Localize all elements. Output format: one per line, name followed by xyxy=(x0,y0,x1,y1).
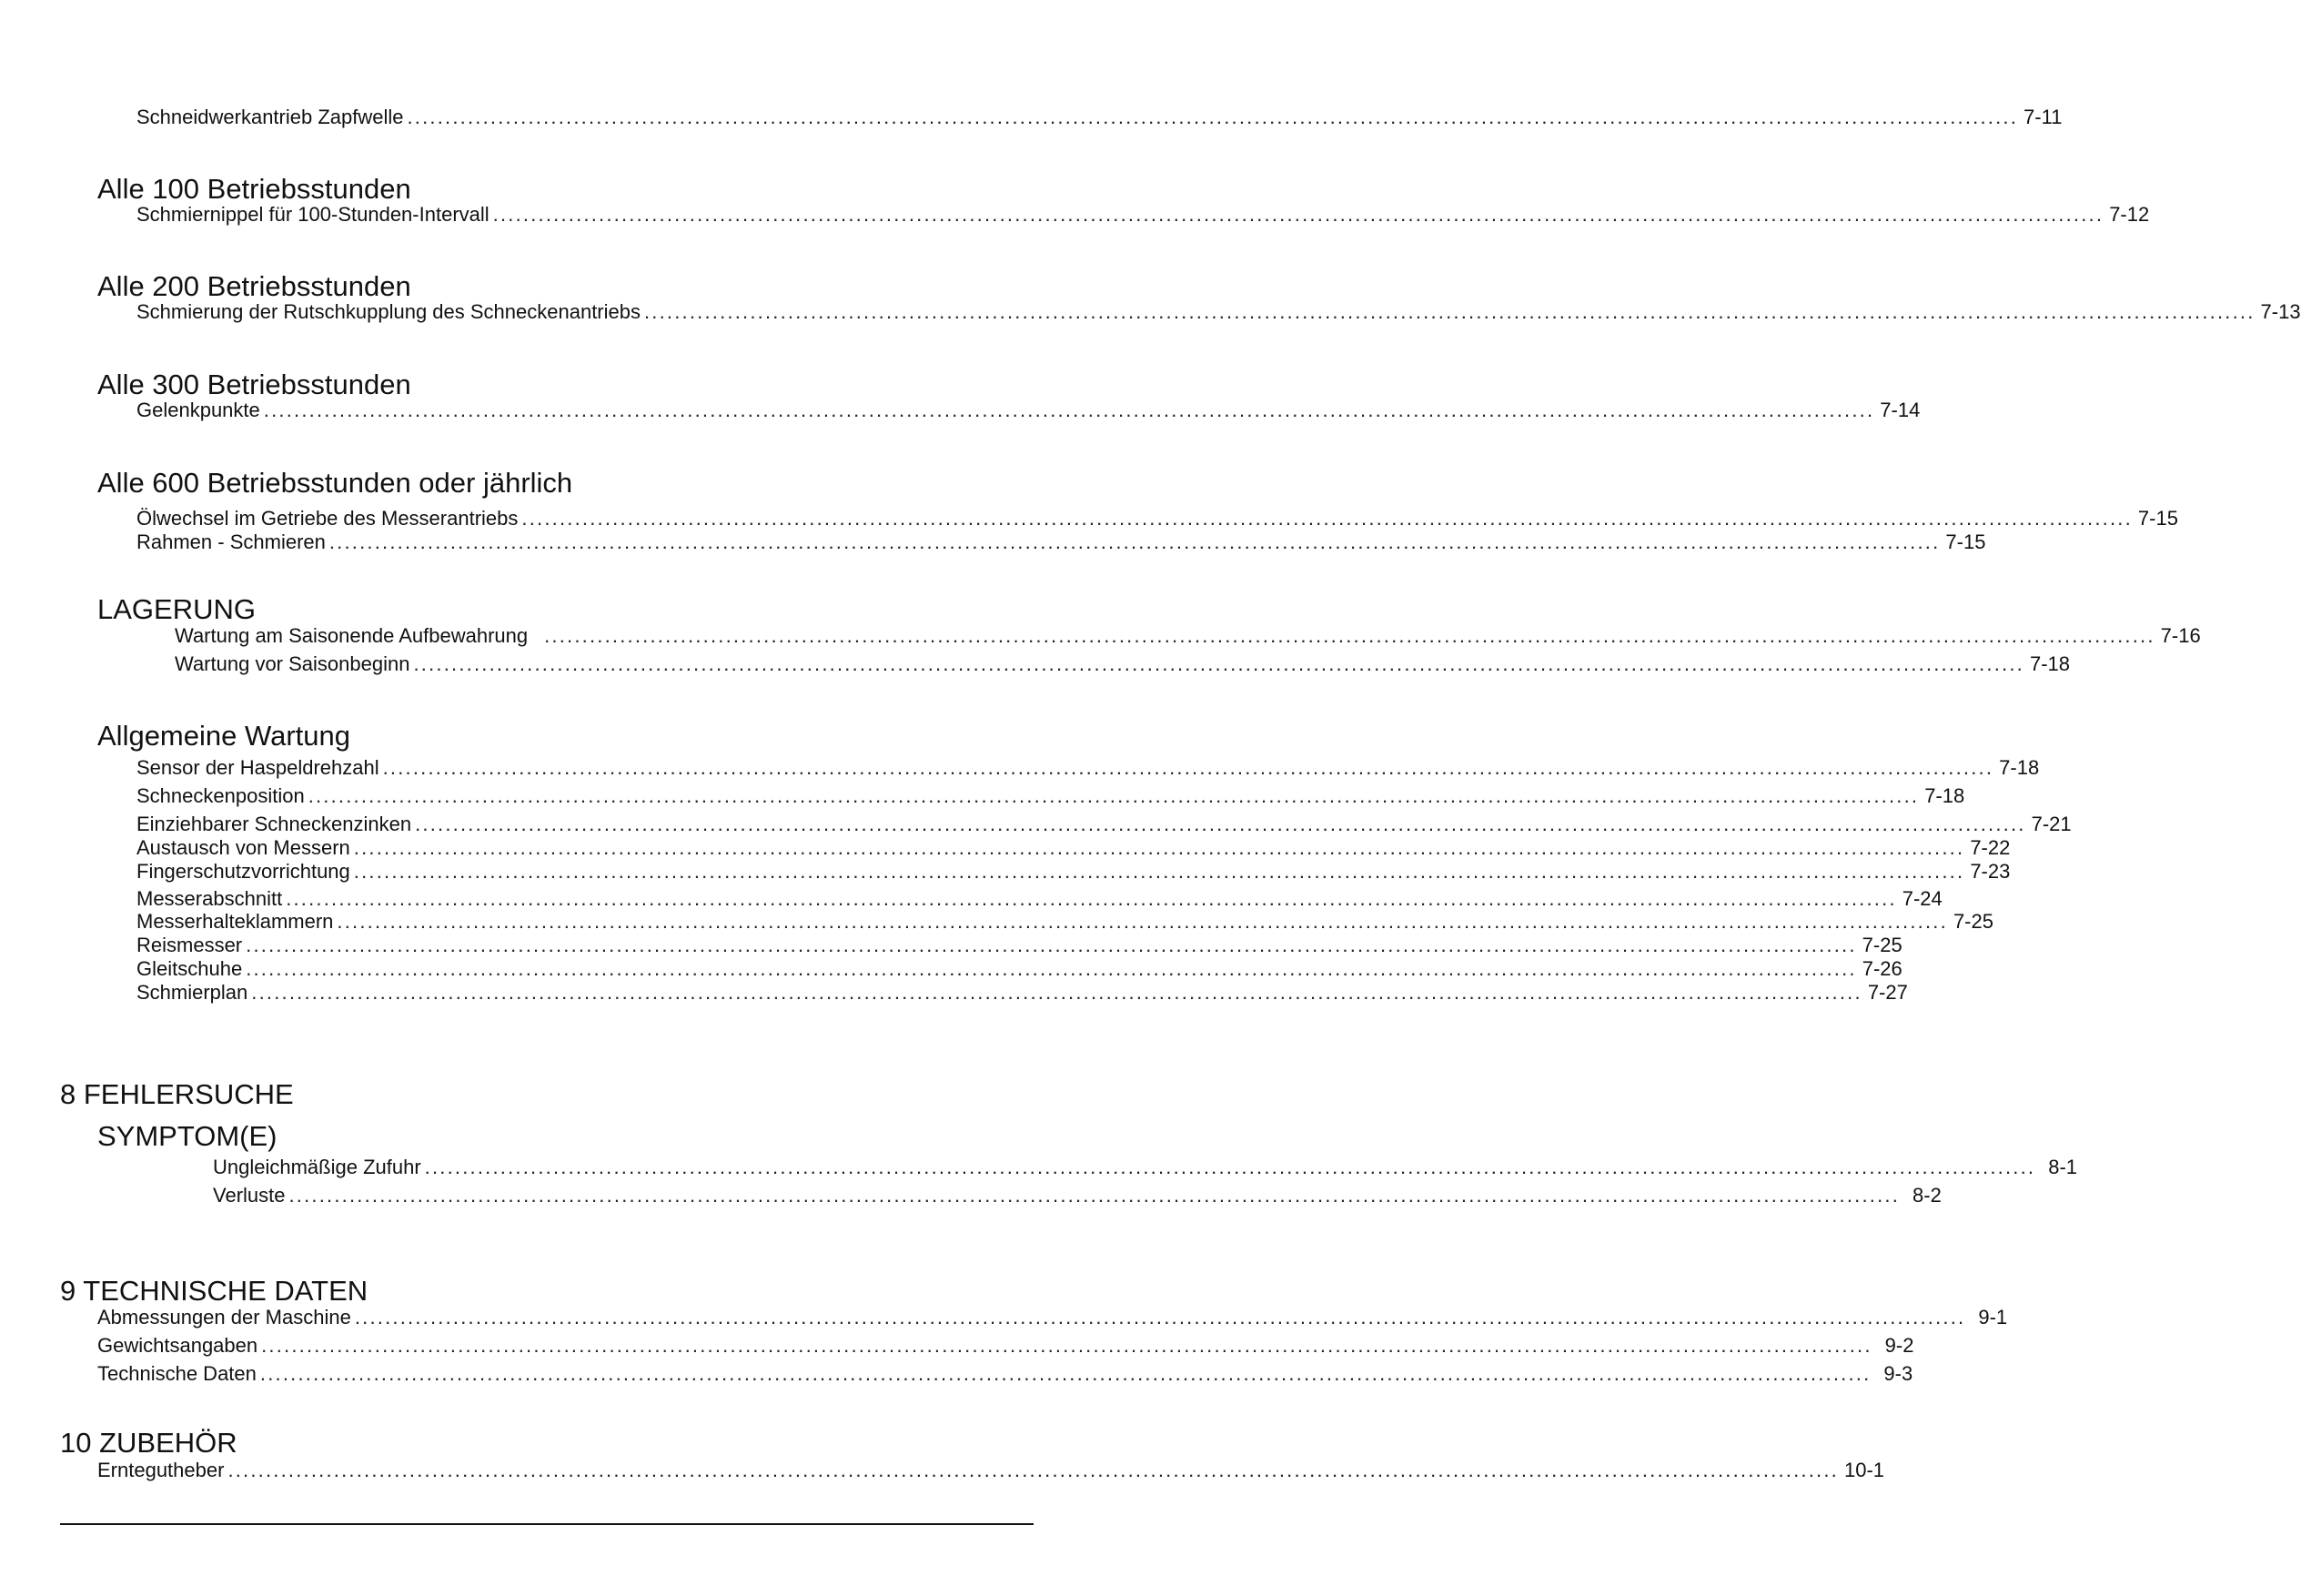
dot-leader: ..................................................................................................................................................................................................................... xyxy=(354,1306,1966,1328)
toc-entry-title: Abmessungen der Maschine xyxy=(97,1306,351,1328)
toc-entry-page: 9-2 xyxy=(1884,1334,1914,1357)
toc-entry-page: 9-1 xyxy=(1978,1306,2008,1328)
chapter-heading: 9 TECHNISCHE DATEN xyxy=(60,1275,368,1307)
dot-leader: ..................................................................................................................................................................................................................... xyxy=(492,203,2104,226)
toc-entry[interactable] xyxy=(213,1184,1942,1207)
dot-leader: ..................................................................................................................................................................................................................... xyxy=(246,934,1857,956)
toc-entry[interactable] xyxy=(136,399,1921,421)
dot-leader: ..................................................................................................................................................................................................................... xyxy=(413,652,2024,675)
toc-entry[interactable] xyxy=(136,910,1993,933)
toc-entry-page: 7-15 xyxy=(2137,507,2178,530)
toc-entry-title: Ölwechsel im Getriebe des Messerantriebs xyxy=(136,507,519,530)
toc-entry-title: Messerhalteklammern xyxy=(136,910,334,933)
toc-entry-page: 7-15 xyxy=(1945,530,1986,553)
toc-entry[interactable] xyxy=(136,836,2011,859)
toc-entry-title: Reismesser xyxy=(136,934,243,956)
chapter-heading: 10 ZUBEHÖR xyxy=(60,1427,237,1459)
toc-entry-page: 7-18 xyxy=(2029,652,2071,675)
section-heading: LAGERUNG xyxy=(97,593,256,625)
toc-entry[interactable] xyxy=(136,934,1902,956)
dot-leader: ..................................................................................................................................................................................................................... xyxy=(286,887,1897,910)
toc-entry-title: Fingerschutzvorrichtung xyxy=(136,860,350,883)
toc-entry[interactable] xyxy=(97,1362,1913,1385)
toc-entry-title: Technische Daten xyxy=(97,1362,257,1385)
toc-entry-page: 7-12 xyxy=(2109,203,2150,226)
toc-entry[interactable] xyxy=(175,624,2201,647)
toc-entry-page: 7-24 xyxy=(1902,887,1943,910)
toc-entry-title: Einziehbarer Schneckenzinken xyxy=(136,813,412,835)
chapter-heading: 8 FEHLERSUCHE xyxy=(60,1078,294,1110)
dot-leader: ..................................................................................................................................................................................................................... xyxy=(263,399,1875,421)
toc-entry[interactable] xyxy=(136,507,2178,530)
toc-entry-title: Rahmen - Schmieren xyxy=(136,530,326,553)
dot-leader: ..................................................................................................................................................................................................................... xyxy=(424,1156,2036,1178)
dot-leader: ..................................................................................................................................................................................................................... xyxy=(288,1184,1901,1207)
toc-entry-page: 7-25 xyxy=(1862,934,1902,956)
toc-entry-page: 7-25 xyxy=(1953,910,1993,933)
toc-entry[interactable] xyxy=(136,981,1908,1004)
toc-entry-title: Gleitschuhe xyxy=(136,957,243,980)
dot-leader: ..................................................................................................................................................................................................................... xyxy=(644,300,2256,323)
section-heading: Allgemeine Wartung xyxy=(97,720,350,752)
toc-entry-title: Ungleichmäßige Zufuhr xyxy=(213,1156,421,1178)
dot-leader: ..................................................................................................................................................................................................................... xyxy=(328,530,1941,553)
toc-entry-page: 7-23 xyxy=(1970,860,2011,883)
dot-leader: ..................................................................................................................................................................................................................... xyxy=(246,957,1857,980)
toc-entry-page: 7-21 xyxy=(2031,813,2072,835)
section-heading: SYMPTOM(E) xyxy=(97,1120,278,1152)
toc-entry[interactable] xyxy=(136,756,2040,779)
toc-entry-page: 7-16 xyxy=(2160,624,2201,647)
dot-leader: ..................................................................................................................................................................................................................... xyxy=(259,1362,1872,1385)
toc-entry-page: 7-18 xyxy=(1924,784,1965,807)
toc-entry[interactable] xyxy=(136,887,1943,910)
toc-entry-page: 9-3 xyxy=(1883,1362,1913,1385)
dot-leader: ..................................................................................................................................................................................................................... xyxy=(353,860,1965,883)
toc-entry-title: Wartung am Saisonende Aufbewahrung xyxy=(175,624,529,647)
toc-entry-page: 8-2 xyxy=(1912,1184,1942,1207)
toc-entry[interactable] xyxy=(136,300,2301,323)
dot-leader: ..................................................................................................................................................................................................................... xyxy=(337,910,1948,933)
dot-leader: ..................................................................................................................................................................................................................... xyxy=(407,106,2019,128)
toc-entry[interactable] xyxy=(136,957,1902,980)
toc-entry-page: 8-1 xyxy=(2048,1156,2077,1178)
section-heading: Alle 600 Betriebsstunden oder jährlich xyxy=(97,467,573,499)
toc-entry-page: 7-27 xyxy=(1867,981,1908,1004)
toc-entry-page: 7-18 xyxy=(1999,756,2040,779)
toc-entry[interactable] xyxy=(97,1459,1885,1481)
toc-entry-title: Verluste xyxy=(213,1184,286,1207)
toc-entry[interactable] xyxy=(97,1334,1914,1357)
toc-entry[interactable] xyxy=(213,1156,2077,1178)
toc-entry-page: 10-1 xyxy=(1843,1459,1885,1481)
toc-entry-page: 7-11 xyxy=(2023,106,2063,128)
dot-leader: ..................................................................................................................................................................................................................... xyxy=(544,624,2155,647)
toc-entry[interactable] xyxy=(136,813,2072,835)
dot-leader: ..................................................................................................................................................................................................................... xyxy=(415,813,2026,835)
toc-entry-title: Schmierung der Rutschkupplung des Schneckenantriebs xyxy=(136,300,641,323)
dot-leader: ..................................................................................................................................................................................................................... xyxy=(353,836,1965,859)
toc-entry-title: Schneidwerkantrieb Zapfwelle xyxy=(136,106,404,128)
dot-leader: ..................................................................................................................................................................................................................... xyxy=(251,981,1862,1004)
dot-leader: ..................................................................................................................................................................................................................... xyxy=(227,1459,1839,1481)
section-heading: Alle 300 Betriebsstunden xyxy=(97,369,411,400)
toc-entry[interactable] xyxy=(136,530,1986,553)
dot-leader: ..................................................................................................................................................................................................................... xyxy=(261,1334,1872,1357)
toc-entry[interactable] xyxy=(136,860,2011,883)
section-heading: Alle 100 Betriebsstunden xyxy=(97,173,411,205)
toc-entry[interactable] xyxy=(175,652,2071,675)
toc-entry-title: Schmierplan xyxy=(136,981,248,1004)
toc-entry-title: Gelenkpunkte xyxy=(136,399,260,421)
section-heading: Alle 200 Betriebsstunden xyxy=(97,270,411,302)
toc-entry-page: 7-13 xyxy=(2260,300,2301,323)
toc-entry-title: Schmiernippel für 100-Stunden-Intervall xyxy=(136,203,489,226)
toc-entry-title: Sensor der Haspeldrehzahl xyxy=(136,756,379,779)
toc-entry-title: Gewichtsangaben xyxy=(97,1334,258,1357)
dot-leader: ..................................................................................................................................................................................................................... xyxy=(308,784,1920,807)
toc-entry[interactable] xyxy=(136,203,2150,226)
toc-entry-page: 7-26 xyxy=(1862,957,1902,980)
dot-leader: ..................................................................................................................................................................................................................... xyxy=(521,507,2133,530)
toc-entry-page: 7-14 xyxy=(1880,399,1921,421)
toc-entry-title: Messerabschnitt xyxy=(136,887,283,910)
toc-entry-title: Wartung vor Saisonbeginn xyxy=(175,652,410,675)
dot-leader: ..................................................................................................................................................................................................................... xyxy=(382,756,1994,779)
toc-entry[interactable] xyxy=(136,106,2063,128)
toc-entry[interactable] xyxy=(136,784,1965,807)
footer-rule xyxy=(60,1523,1034,1525)
toc-entry-title: Schneckenposition xyxy=(136,784,305,807)
toc-entry-page: 7-22 xyxy=(1970,836,2011,859)
toc-entry-title: Austausch von Messern xyxy=(136,836,350,859)
toc-entry[interactable] xyxy=(97,1306,2008,1328)
toc-entry-title: Erntegutheber xyxy=(97,1459,225,1481)
